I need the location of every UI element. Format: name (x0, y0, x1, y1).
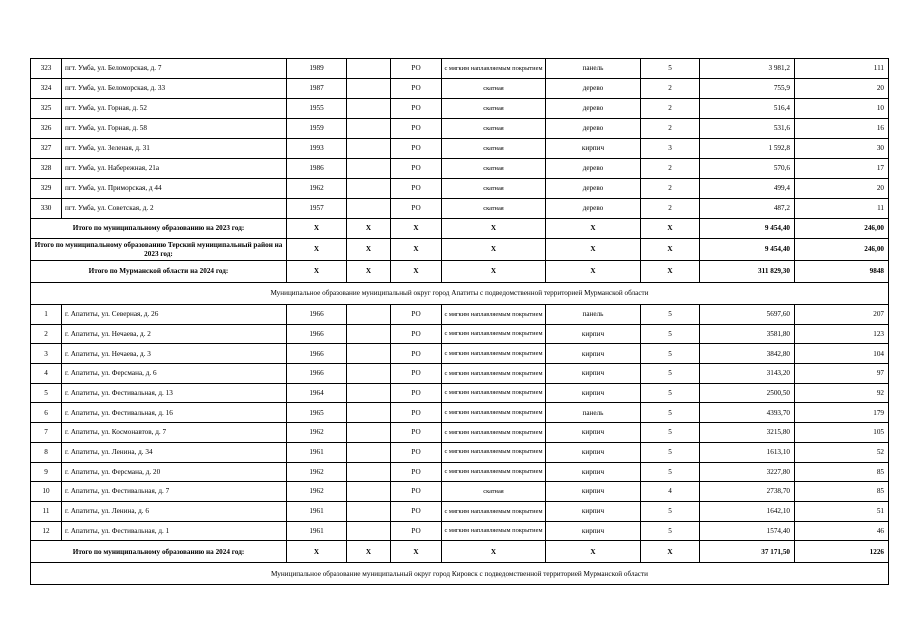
total-residents-cell: 246,00 (795, 219, 889, 239)
total-x-cell: X (391, 541, 442, 563)
floors-cell: 5 (641, 403, 700, 423)
floors-cell: 2 (641, 159, 700, 179)
total-x-cell: X (391, 261, 442, 283)
address-cell: г. Апатиты, ул. Фестивальная, д. 7 (62, 482, 287, 502)
total-x-cell: X (546, 541, 641, 563)
floors-cell: 5 (641, 324, 700, 344)
fund-type-cell: РО (391, 442, 442, 462)
empty-cell (347, 179, 391, 199)
roof-type-cell: с мягким наплавляемым покрытием (442, 364, 546, 384)
empty-cell (347, 364, 391, 384)
wall-material-cell: дерево (546, 159, 641, 179)
empty-cell (347, 482, 391, 502)
table-row (31, 521, 889, 541)
residents-cell: 20 (795, 79, 889, 99)
address-cell: г. Апатиты, ул. Фестивальная, д. 1 (62, 521, 287, 541)
roof-type-cell: скатная (442, 159, 546, 179)
total-label: Итого по муниципальному образованию на 2024 год: (31, 541, 287, 563)
wall-material-cell: кирпич (546, 364, 641, 384)
total-x-cell: X (347, 219, 391, 239)
wall-material-cell: панель (546, 59, 641, 79)
fund-type-cell: РО (391, 159, 442, 179)
residents-cell: 16 (795, 119, 889, 139)
roof-type-cell: с мягким наплавляемым покрытием (442, 462, 546, 482)
total-x-cell: X (546, 219, 641, 239)
total-x-cell: X (641, 219, 700, 239)
fund-type-cell: РО (391, 482, 442, 502)
empty-cell (347, 521, 391, 541)
empty-cell (347, 139, 391, 159)
year-cell: 1961 (287, 521, 347, 541)
total-x-cell: X (391, 239, 442, 261)
floors-cell: 2 (641, 99, 700, 119)
year-cell: 1964 (287, 383, 347, 403)
fund-type-cell: РО (391, 403, 442, 423)
wall-material-cell: кирпич (546, 442, 641, 462)
total-residents-cell: 246,00 (795, 239, 889, 261)
residents-cell: 20 (795, 179, 889, 199)
floors-cell: 5 (641, 501, 700, 521)
total-row (31, 541, 889, 563)
fund-type-cell: РО (391, 179, 442, 199)
total-x-cell: X (546, 261, 641, 283)
wall-material-cell: кирпич (546, 482, 641, 502)
section-title: Муниципальное образование муниципальный округ город Кировск с подведомственной территорией Мурманской области (31, 563, 889, 585)
address-cell: г. Апатиты, ул. Северная, д. 26 (62, 305, 287, 325)
fund-type-cell: РО (391, 462, 442, 482)
residents-cell: 85 (795, 462, 889, 482)
total-x-cell: X (347, 261, 391, 283)
fund-type-cell: РО (391, 59, 442, 79)
row-number-cell: 323 (31, 59, 62, 79)
row-number-cell: 2 (31, 324, 62, 344)
year-cell: 1989 (287, 59, 347, 79)
residents-cell: 123 (795, 324, 889, 344)
wall-material-cell: дерево (546, 119, 641, 139)
total-label: Итого по Мурманской области на 2024 год: (31, 261, 287, 283)
fund-type-cell: РО (391, 139, 442, 159)
total-x-cell: X (287, 261, 347, 283)
total-x-cell: X (546, 239, 641, 261)
residents-cell: 92 (795, 383, 889, 403)
row-number-cell: 325 (31, 99, 62, 119)
fund-type-cell: РО (391, 99, 442, 119)
area-cell: 4393,70 (700, 403, 795, 423)
total-x-cell: X (641, 239, 700, 261)
wall-material-cell: кирпич (546, 324, 641, 344)
row-number-cell: 11 (31, 501, 62, 521)
area-cell: 499,4 (700, 179, 795, 199)
row-number-cell: 8 (31, 442, 62, 462)
area-cell: 3143,20 (700, 364, 795, 384)
wall-material-cell: кирпич (546, 521, 641, 541)
residents-cell: 17 (795, 159, 889, 179)
roof-type-cell: с мягким наплавляемым покрытием (442, 423, 546, 443)
roof-type-cell: с мягким наплавляемым покрытием (442, 403, 546, 423)
year-cell: 1959 (287, 119, 347, 139)
row-number-cell: 329 (31, 179, 62, 199)
address-cell: пгт. Умба, ул. Горная, д. 58 (62, 119, 287, 139)
table-row (31, 344, 889, 364)
address-cell: пгт. Умба, ул. Зеленая, д. 31 (62, 139, 287, 159)
floors-cell: 5 (641, 423, 700, 443)
roof-type-cell: с мягким наплавляемым покрытием (442, 324, 546, 344)
area-cell: 516,4 (700, 99, 795, 119)
address-cell: пгт. Умба, ул. Беломорская, д. 33 (62, 79, 287, 99)
floors-cell: 5 (641, 305, 700, 325)
floors-cell: 2 (641, 199, 700, 219)
total-row (31, 239, 889, 261)
residents-cell: 52 (795, 442, 889, 462)
floors-cell: 2 (641, 79, 700, 99)
wall-material-cell: кирпич (546, 344, 641, 364)
wall-material-cell: дерево (546, 199, 641, 219)
empty-cell (347, 99, 391, 119)
table-row (31, 462, 889, 482)
wall-material-cell: панель (546, 403, 641, 423)
area-cell: 487,2 (700, 199, 795, 219)
total-x-cell: X (287, 541, 347, 563)
residents-cell: 97 (795, 364, 889, 384)
year-cell: 1993 (287, 139, 347, 159)
residents-cell: 30 (795, 139, 889, 159)
roof-type-cell: с мягким наплавляемым покрытием (442, 305, 546, 325)
empty-cell (347, 159, 391, 179)
total-x-cell: X (442, 239, 546, 261)
fund-type-cell: РО (391, 79, 442, 99)
year-cell: 1966 (287, 364, 347, 384)
roof-type-cell: скатная (442, 99, 546, 119)
table-row (31, 159, 889, 179)
area-cell: 3 981,2 (700, 59, 795, 79)
address-cell: г. Апатиты, ул. Фестивальная, д. 13 (62, 383, 287, 403)
residents-cell: 179 (795, 403, 889, 423)
address-cell: г. Апатиты, ул. Космонавтов, д. 7 (62, 423, 287, 443)
table-row (31, 99, 889, 119)
residents-cell: 46 (795, 521, 889, 541)
roof-type-cell: скатная (442, 179, 546, 199)
total-area-cell: 37 171,50 (700, 541, 795, 563)
wall-material-cell: дерево (546, 179, 641, 199)
residents-cell: 104 (795, 344, 889, 364)
floors-cell: 4 (641, 482, 700, 502)
fund-type-cell: РО (391, 501, 442, 521)
fund-type-cell: РО (391, 364, 442, 384)
fund-type-cell: РО (391, 305, 442, 325)
year-cell: 1961 (287, 442, 347, 462)
empty-cell (347, 423, 391, 443)
row-number-cell: 328 (31, 159, 62, 179)
address-cell: г. Апатиты, ул. Нечаева, д. 2 (62, 324, 287, 344)
housing-register-table (30, 58, 889, 585)
table-row (31, 482, 889, 502)
table-row (31, 442, 889, 462)
roof-type-cell: с мягким наплавляемым покрытием (442, 521, 546, 541)
floors-cell: 5 (641, 521, 700, 541)
empty-cell (347, 59, 391, 79)
total-residents-cell: 9848 (795, 261, 889, 283)
residents-cell: 111 (795, 59, 889, 79)
total-x-cell: X (287, 239, 347, 261)
year-cell: 1962 (287, 462, 347, 482)
fund-type-cell: РО (391, 521, 442, 541)
address-cell: пгт. Умба, ул. Беломорская, д. 7 (62, 59, 287, 79)
residents-cell: 105 (795, 423, 889, 443)
roof-type-cell: с мягким наплавляемым покрытием (442, 383, 546, 403)
year-cell: 1962 (287, 482, 347, 502)
year-cell: 1966 (287, 344, 347, 364)
area-cell: 1574,40 (700, 521, 795, 541)
table-row (31, 179, 889, 199)
wall-material-cell: кирпич (546, 383, 641, 403)
residents-cell: 51 (795, 501, 889, 521)
roof-type-cell: скатная (442, 119, 546, 139)
total-x-cell: X (442, 541, 546, 563)
empty-cell (347, 383, 391, 403)
roof-type-cell: скатная (442, 79, 546, 99)
address-cell: пгт. Умба, ул. Набережная, 21а (62, 159, 287, 179)
floors-cell: 5 (641, 462, 700, 482)
wall-material-cell: кирпич (546, 462, 641, 482)
empty-cell (347, 305, 391, 325)
address-cell: г. Апатиты, ул. Ленина, д. 34 (62, 442, 287, 462)
table-row (31, 119, 889, 139)
area-cell: 531,6 (700, 119, 795, 139)
wall-material-cell: панель (546, 305, 641, 325)
empty-cell (347, 403, 391, 423)
area-cell: 3842,80 (700, 344, 795, 364)
row-number-cell: 324 (31, 79, 62, 99)
wall-material-cell: дерево (546, 79, 641, 99)
area-cell: 3227,80 (700, 462, 795, 482)
row-number-cell: 9 (31, 462, 62, 482)
fund-type-cell: РО (391, 383, 442, 403)
empty-cell (347, 344, 391, 364)
year-cell: 1966 (287, 324, 347, 344)
floors-cell: 5 (641, 442, 700, 462)
total-row (31, 219, 889, 239)
area-cell: 3581,80 (700, 324, 795, 344)
wall-material-cell: кирпич (546, 501, 641, 521)
year-cell: 1957 (287, 199, 347, 219)
address-cell: пгт. Умба, ул. Приморская, д 44 (62, 179, 287, 199)
table-row (31, 305, 889, 325)
residents-cell: 10 (795, 99, 889, 119)
wall-material-cell: кирпич (546, 139, 641, 159)
address-cell: пгт. Умба, ул. Советская, д. 2 (62, 199, 287, 219)
roof-type-cell: скатная (442, 482, 546, 502)
total-x-cell: X (391, 219, 442, 239)
area-cell: 2500,50 (700, 383, 795, 403)
fund-type-cell: РО (391, 324, 442, 344)
address-cell: г. Апатиты, ул. Ферсмана, д. 20 (62, 462, 287, 482)
total-x-cell: X (442, 219, 546, 239)
row-number-cell: 10 (31, 482, 62, 502)
wall-material-cell: кирпич (546, 423, 641, 443)
fund-type-cell: РО (391, 423, 442, 443)
table-row (31, 403, 889, 423)
table-row (31, 364, 889, 384)
area-cell: 1 592,8 (700, 139, 795, 159)
year-cell: 1955 (287, 99, 347, 119)
residents-cell: 11 (795, 199, 889, 219)
row-number-cell: 5 (31, 383, 62, 403)
area-cell: 1642,10 (700, 501, 795, 521)
total-label: Итого по муниципальному образованию Терский муниципальный район на 2023 год: (31, 239, 287, 261)
empty-cell (347, 324, 391, 344)
fund-type-cell: РО (391, 344, 442, 364)
total-area-cell: 311 829,30 (700, 261, 795, 283)
row-number-cell: 3 (31, 344, 62, 364)
address-cell: г. Апатиты, ул. Нечаева, д. 3 (62, 344, 287, 364)
table-row (31, 383, 889, 403)
area-cell: 3215,80 (700, 423, 795, 443)
row-number-cell: 327 (31, 139, 62, 159)
year-cell: 1987 (287, 79, 347, 99)
table-row (31, 59, 889, 79)
table-row (31, 79, 889, 99)
address-cell: г. Апатиты, ул. Фестивальная, д. 16 (62, 403, 287, 423)
total-x-cell: X (347, 541, 391, 563)
total-label: Итого по муниципальному образованию на 2023 год: (31, 219, 287, 239)
row-number-cell: 12 (31, 521, 62, 541)
roof-type-cell: с мягким наплавляемым покрытием (442, 501, 546, 521)
empty-cell (347, 501, 391, 521)
floors-cell: 5 (641, 364, 700, 384)
floors-cell: 2 (641, 119, 700, 139)
empty-cell (347, 119, 391, 139)
address-cell: г. Апатиты, ул. Ферсмана, д. 6 (62, 364, 287, 384)
row-number-cell: 7 (31, 423, 62, 443)
table-row (31, 423, 889, 443)
row-number-cell: 330 (31, 199, 62, 219)
total-x-cell: X (442, 261, 546, 283)
address-cell: г. Апатиты, ул. Ленина, д. 6 (62, 501, 287, 521)
row-number-cell: 6 (31, 403, 62, 423)
area-cell: 5697,60 (700, 305, 795, 325)
area-cell: 570,6 (700, 159, 795, 179)
floors-cell: 5 (641, 59, 700, 79)
roof-type-cell: скатная (442, 199, 546, 219)
row-number-cell: 326 (31, 119, 62, 139)
total-x-cell: X (641, 261, 700, 283)
fund-type-cell: РО (391, 199, 442, 219)
table-row (31, 324, 889, 344)
total-residents-cell: 1226 (795, 541, 889, 563)
empty-cell (347, 442, 391, 462)
total-area-cell: 9 454,40 (700, 219, 795, 239)
year-cell: 1962 (287, 423, 347, 443)
roof-type-cell: с мягким наплавляемым покрытием (442, 59, 546, 79)
year-cell: 1966 (287, 305, 347, 325)
total-row (31, 261, 889, 283)
floors-cell: 5 (641, 344, 700, 364)
address-cell: пгт. Умба, ул. Горная, д. 52 (62, 99, 287, 119)
row-number-cell: 4 (31, 364, 62, 384)
table-row (31, 139, 889, 159)
floors-cell: 5 (641, 383, 700, 403)
roof-type-cell: с мягким наплавляемым покрытием (442, 344, 546, 364)
floors-cell: 3 (641, 139, 700, 159)
table-row (31, 199, 889, 219)
section-header-row (31, 283, 889, 305)
residents-cell: 85 (795, 482, 889, 502)
empty-cell (347, 199, 391, 219)
year-cell: 1962 (287, 179, 347, 199)
total-area-cell: 9 454,40 (700, 239, 795, 261)
section-title: Муниципальное образование муниципальный округ город Апатиты с подведомственной территорией Мурманской области (31, 283, 889, 305)
empty-cell (347, 79, 391, 99)
table-row (31, 501, 889, 521)
total-x-cell: X (641, 541, 700, 563)
floors-cell: 2 (641, 179, 700, 199)
total-x-cell: X (347, 239, 391, 261)
area-cell: 1613,10 (700, 442, 795, 462)
fund-type-cell: РО (391, 119, 442, 139)
total-x-cell: X (287, 219, 347, 239)
area-cell: 755,9 (700, 79, 795, 99)
year-cell: 1965 (287, 403, 347, 423)
year-cell: 1961 (287, 501, 347, 521)
roof-type-cell: с мягким наплавляемым покрытием (442, 442, 546, 462)
empty-cell (347, 462, 391, 482)
row-number-cell: 1 (31, 305, 62, 325)
roof-type-cell: скатная (442, 139, 546, 159)
area-cell: 2738,70 (700, 482, 795, 502)
year-cell: 1986 (287, 159, 347, 179)
section-header-row (31, 563, 889, 585)
residents-cell: 207 (795, 305, 889, 325)
wall-material-cell: дерево (546, 99, 641, 119)
